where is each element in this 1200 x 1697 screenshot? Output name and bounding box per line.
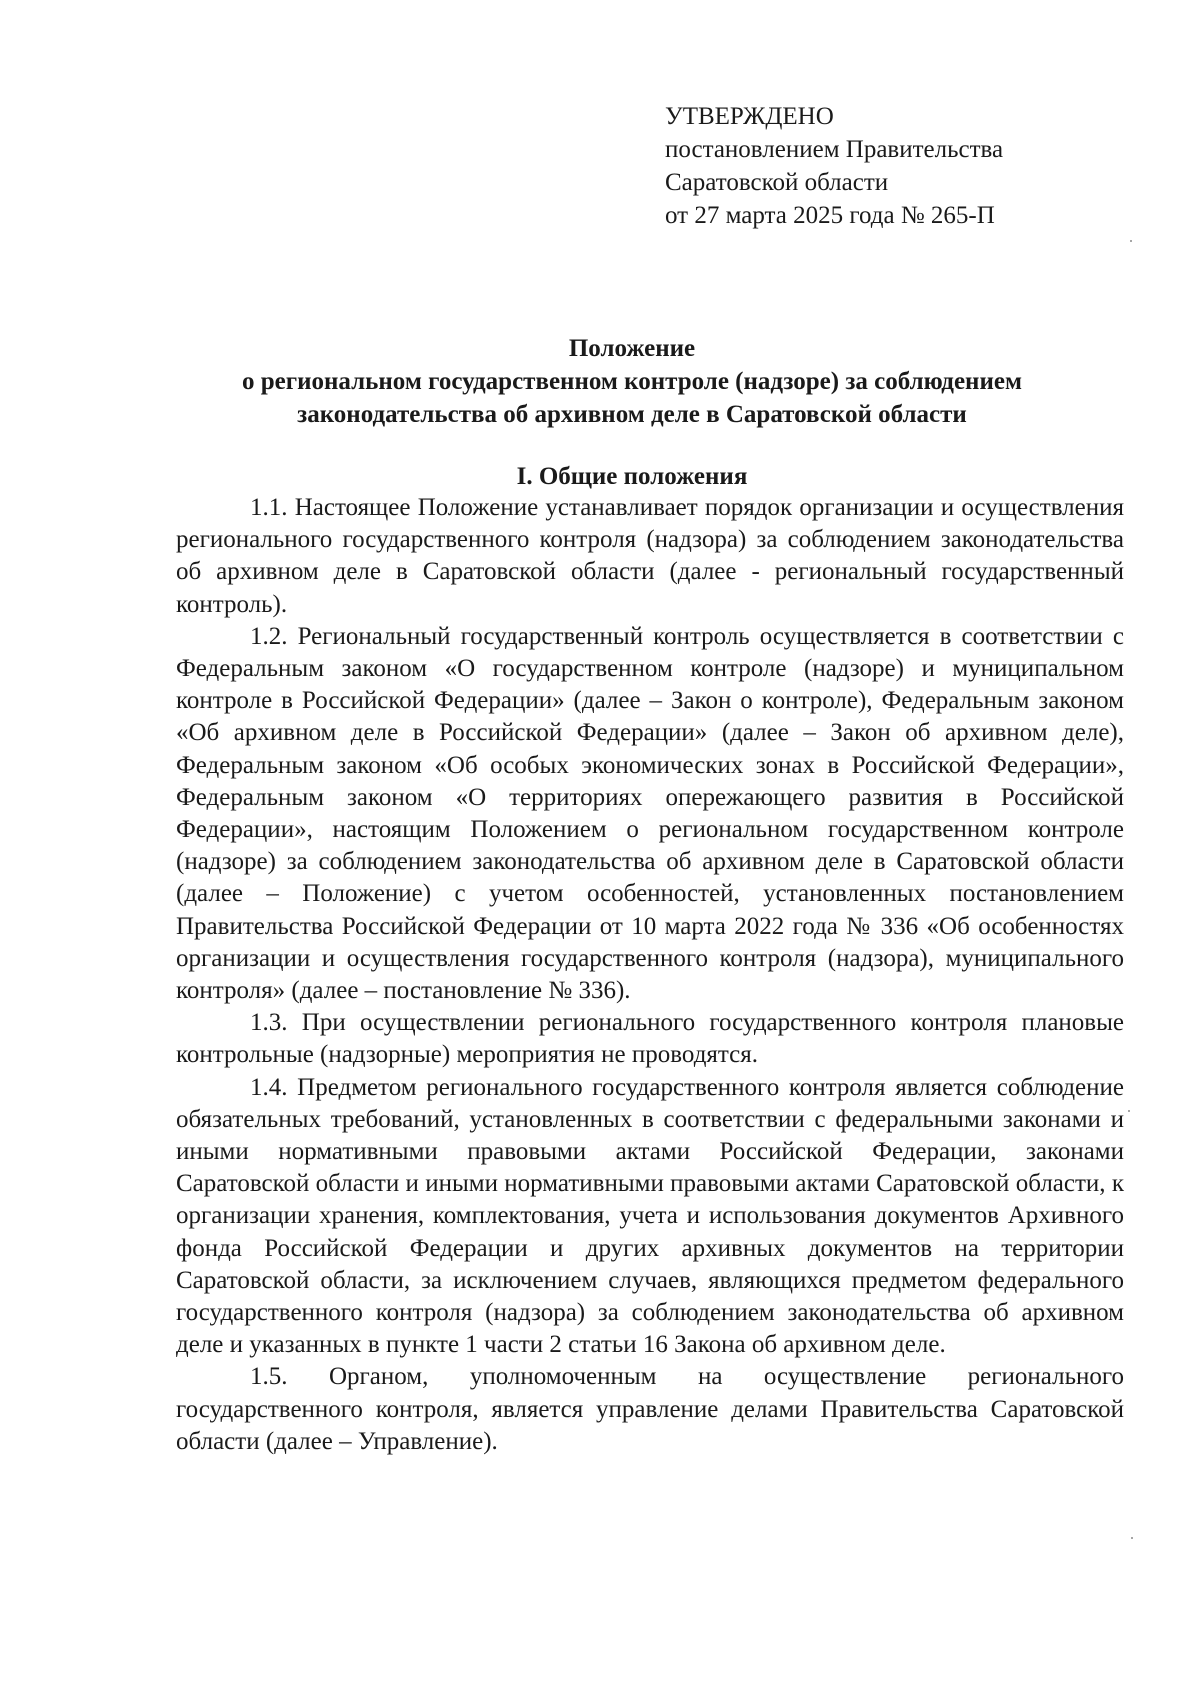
document-title bbox=[150, 332, 1114, 431]
paragraph-1-1: 1.1. Настоящее Положение устанавливает порядок организации и осуществления регионального государственного контроля (надзора) за соблюдением законодательства об архивном деле в Саратовской области (далее - региональный государственный контроль). bbox=[176, 494, 1124, 618]
title-line-1: Положение bbox=[568, 335, 696, 362]
title-line-2: о региональном государственном контроле (надзоре) за соблюдением bbox=[242, 368, 1022, 395]
scan-speck bbox=[1130, 240, 1132, 242]
approval-region: Саратовской области bbox=[665, 169, 889, 196]
section-heading: I. Общие положения bbox=[516, 463, 748, 490]
paragraph-1-2: 1.2. Региональный государственный контроль осуществляется в соответствии с Федеральным законом «О государственном контроле (надзоре) и муниципальном контроле в Российской Федерации» (далее – Закон о контроле), Федеральным законом «Об архивном деле в Российской Федерации» (далее – Закон об архивном деле), Федеральным законом «Об особых экономических зонах в Российской Федерации», Федеральным законом «О территориях опережающего развития в Российской Федерации», настоящим Положением о региональном государственном контроле (надзоре) за соблюдением законодательства об архивном деле в Саратовской области (далее – Положение) с учетом особенностей, установленных постановлением Правительства Российской Федерации от 10 марта 2022 года № 336 «Об особенностях организации и осуществления государственного контроля (надзора), муниципального контроля» (далее – постановление № 336). bbox=[176, 622, 1124, 1005]
approval-authority: постановлением Правительства bbox=[665, 136, 1004, 163]
paragraph-1-4: 1.4. Предметом регионального государственного контроля является соблюдение обязательных требований, установленных в соответствии с федеральными законами и иными нормативными правовыми актами Российской Федерации, законами Саратовской области и иными нормативными правовыми актами Саратовской области, к организации хранения, комплектования, учета и использования документов Архивного фонда Российской Федерации и других архивных документов на территории Саратовской области, за исключением случаев, являющихся предметом федерального государственного контроля (надзора) за соблюдением законодательства об архивном деле и указанных в пункте 1 части 2 статьи 16 Закона об архивном деле. bbox=[176, 1073, 1124, 1359]
approval-heading: УТВЕРЖДЕНО bbox=[665, 103, 834, 130]
title-line-3: законодательства об архивном деле в Саратовской области bbox=[297, 401, 967, 428]
approval-stamp bbox=[665, 100, 1145, 232]
approval-date-number: от 27 марта 2025 года № 265-П bbox=[665, 202, 995, 229]
document-body bbox=[176, 492, 1124, 1458]
scan-speck bbox=[1131, 1537, 1133, 1539]
paragraph-1-5: 1.5. Органом, уполномоченным на осуществление регионального государственного контроля, является управление делами Правительства Саратовской области (далее – Управление). bbox=[176, 1363, 1124, 1455]
paragraph-1-3: 1.3. При осуществлении регионального государственного контроля плановые контрольные (надзорные) мероприятия не проводятся. bbox=[176, 1009, 1124, 1069]
scan-speck bbox=[1128, 1110, 1130, 1112]
